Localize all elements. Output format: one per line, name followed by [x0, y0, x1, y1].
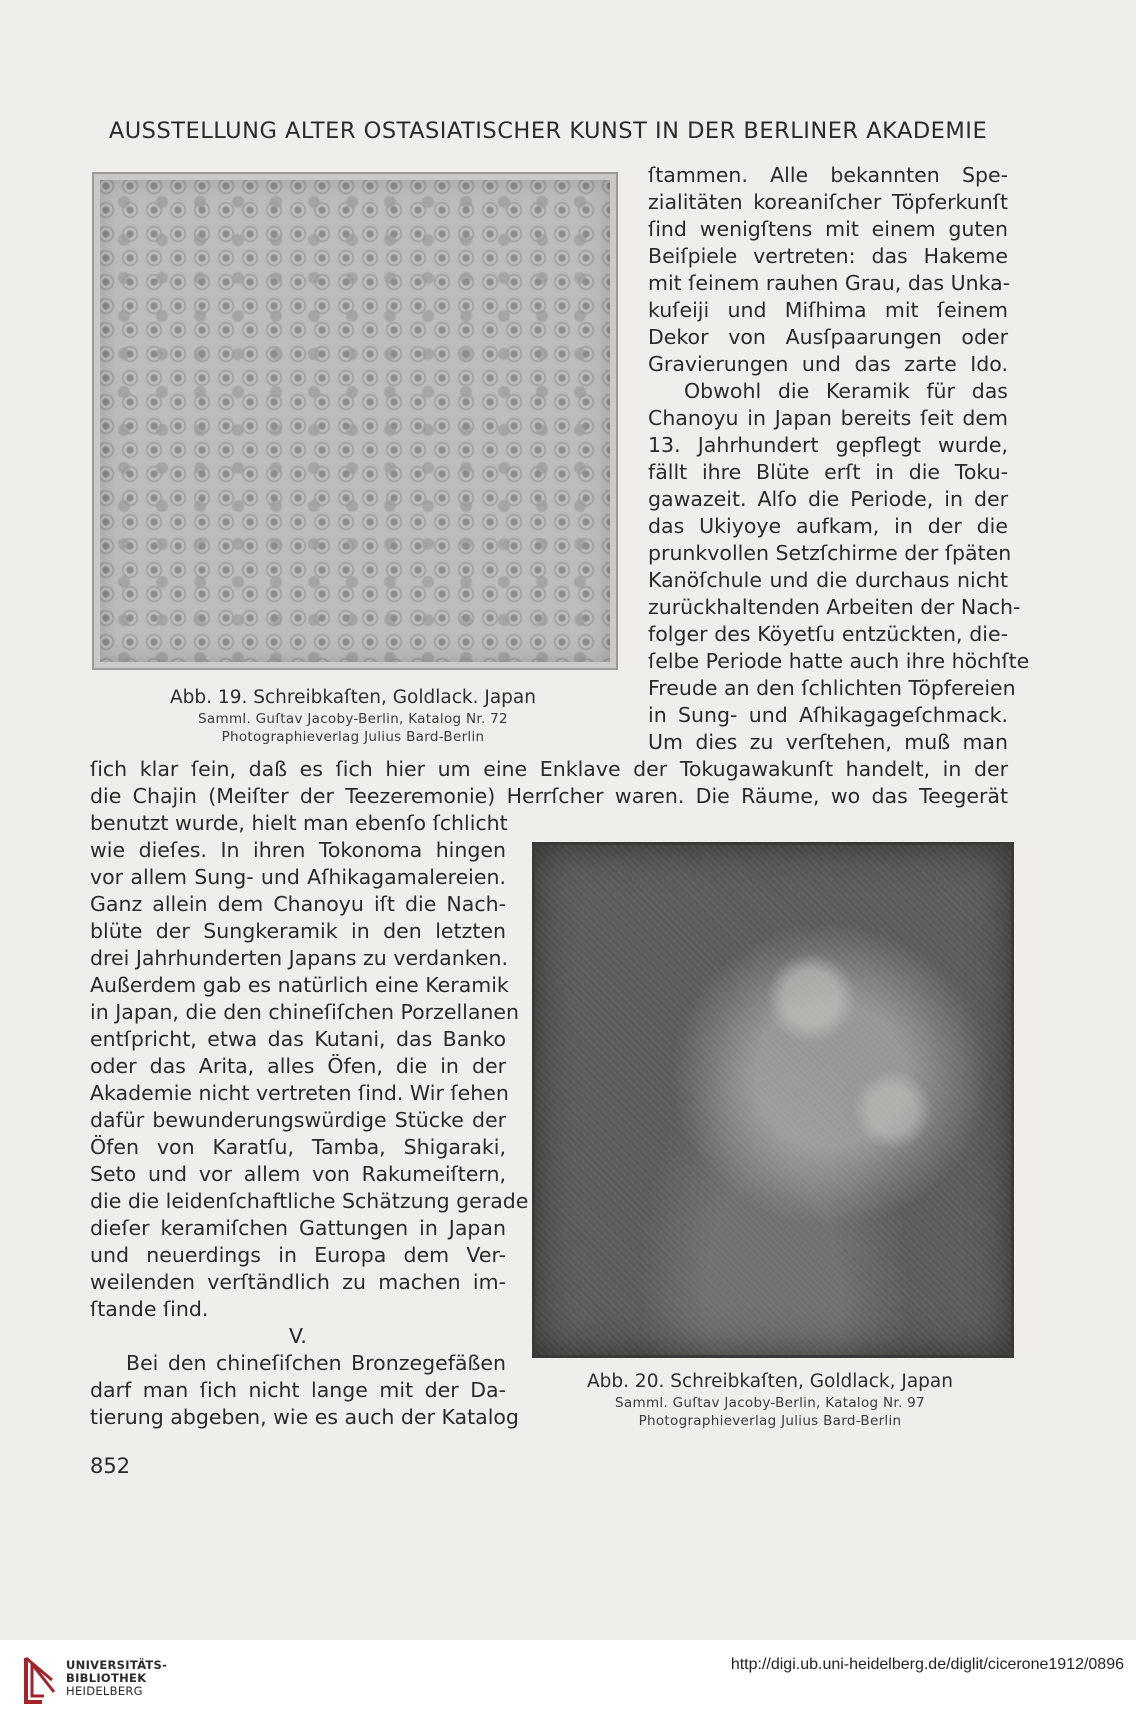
- figure-19-collection: Samml. Guſtav Jacoby-Berlin, Katalog Nr. 72: [198, 711, 508, 727]
- text-line: folger des Köyetſu entzückten, die-: [648, 622, 1008, 646]
- figure-20-image: [532, 842, 1014, 1358]
- figure-19-caption-block: [92, 686, 614, 746]
- text-line: das Ukiyoye aufkam, in der die: [648, 514, 1008, 538]
- text-line: und neuerdings in Europa dem Ver-: [90, 1243, 506, 1267]
- left-column-text: [90, 810, 529, 1431]
- text-line: Außerdem gab es natürlich eine Keramik: [90, 973, 509, 997]
- text-line: prunkvollen Setzſchirme der ſpäten: [648, 541, 1012, 565]
- right-column-text: [648, 162, 1030, 756]
- text-line: darf man ſich nicht lange mit der Da-: [90, 1378, 506, 1402]
- text-line: ſelbe Periode hatte auch ihre höchſte: [648, 649, 1030, 673]
- figure-20-caption: Abb. 20. Schreibkaſten, Goldlack, Japan: [587, 1371, 953, 1392]
- library-name-line: BIBLIOTHEK: [66, 1671, 147, 1685]
- text-line: in Japan, die den chineſiſchen Porzellanen: [90, 1000, 519, 1024]
- text-line: Bei den chineſiſchen Bronzegefäßen: [126, 1351, 506, 1375]
- source-url-link[interactable]: http://digi.ub.uni-heidelberg.de/diglit/cicerone1912/0896: [730, 1656, 1124, 1673]
- figure-19-caption: Abb. 19. Schreibkaſten, Goldlack. Japan: [170, 687, 536, 708]
- viewer-footer: [0, 1640, 1136, 1720]
- text-line: drei Jahrhunderten Japans zu verdanken.: [90, 946, 508, 970]
- text-line: vor allem Sung- und Aſhikagamalereien.: [90, 865, 506, 889]
- library-name-line: HEIDELBERG: [66, 1684, 143, 1698]
- library-name-line: UNIVERSITÄTS-: [66, 1658, 168, 1672]
- text-line: Seto und vor allem von Rakumeiſtern,: [90, 1162, 506, 1186]
- text-line: in Sung- und Aſhikagageſchmack.: [648, 703, 1008, 727]
- text-line: Gravierungen und das zarte Ido.: [648, 352, 1008, 376]
- text-line: Freude an den ſchlichten Töpfereien: [648, 676, 1016, 700]
- text-line: weilenden verſtändlich zu machen im-: [90, 1270, 506, 1294]
- text-line: benutzt wurde, hielt man ebenſo ſchlicht: [90, 811, 508, 835]
- text-line: kuſeiji und Miſhima mit ſeinem: [648, 298, 1008, 322]
- text-line: wie dieſes. In ihren Tokonoma hingen: [90, 838, 506, 862]
- library-logo-icon[interactable]: [22, 1652, 58, 1706]
- library-name[interactable]: [66, 1659, 167, 1698]
- text-line: oder das Arita, alles Öfen, die in der: [90, 1054, 506, 1078]
- text-line: dieſer keramiſchen Gattungen in Japan: [90, 1216, 506, 1240]
- text-line: fällt ihre Blüte erſt in die Toku-: [648, 460, 1008, 484]
- text-line: ſtammen. Alle bekannten Spe-: [648, 163, 1008, 187]
- text-line: mit ſeinem rauhen Grau, das Unka-: [648, 271, 1011, 295]
- text-line: ſich klar ſein, daß es ſich hier um eine Enklave der Tokugawakunſt handelt, in der: [90, 757, 1008, 781]
- text-line: entſpricht, etwa das Kutani, das Banko: [90, 1027, 506, 1051]
- full-width-text: [90, 756, 1008, 810]
- text-line: ſtande ſind.: [90, 1297, 209, 1321]
- running-header: AUSSTELLUNG ALTER OSTASIATISCHER KUNST IN DER BERLINER AKADEMIE: [108, 118, 988, 144]
- text-line: Um dies zu verſtehen, muß man: [648, 730, 1008, 754]
- text-line: zialitäten koreaniſcher Töpferkunſt: [648, 190, 1008, 214]
- section-number: V.: [289, 1324, 307, 1348]
- text-line: Kanöſchule und die durchaus nicht: [648, 568, 1008, 592]
- figure-20-caption-block: [532, 1370, 1008, 1430]
- text-line: Beiſpiele vertreten: das Hakeme: [648, 244, 1008, 268]
- figure-20-photo-credit: Photographieverlag Julius Bard-Berlin: [638, 1413, 902, 1429]
- text-line: Dekor von Ausſpaarungen oder: [648, 325, 1008, 349]
- figure-20-collection: Samml. Guſtav Jacoby-Berlin, Katalog Nr. 97: [615, 1395, 925, 1411]
- text-line: Chanoyu in Japan bereits ſeit dem: [648, 406, 1008, 430]
- text-line: 13. Jahrhundert gepflegt wurde,: [648, 433, 1008, 457]
- text-line: zurückhaltenden Arbeiten der Nach-: [648, 595, 1021, 619]
- text-line: Akademie nicht vertreten ſind. Wir ſehen: [90, 1081, 509, 1105]
- text-line: Öfen von Karatſu, Tamba, Shigaraki,: [90, 1135, 506, 1159]
- text-line: gawazeit. Alſo die Periode, in der: [648, 487, 1008, 511]
- text-line: Ganz allein dem Chanoyu iſt die Nach-: [90, 892, 506, 916]
- text-line: die die leidenſchaftliche Schätzung gerade: [90, 1189, 529, 1213]
- text-line: tierung abgeben, wie es auch der Katalog: [90, 1405, 519, 1429]
- page-number: 852: [90, 1454, 131, 1478]
- text-line: ſind wenigſtens mit einem guten: [648, 217, 1008, 241]
- text-line: blüte der Sungkeramik in den letzten: [90, 919, 506, 943]
- text-line: dafür bewunderungswürdige Stücke der: [90, 1108, 506, 1132]
- text-line: Obwohl die Keramik für das: [684, 379, 1008, 403]
- figure-19-image: [92, 172, 618, 670]
- text-line: die Chajin (Meiſter der Teezeremonie) Herrſcher waren. Die Räume, wo das Teegerät: [90, 784, 1008, 808]
- figure-19-photo-credit: Photographieverlag Julius Bard-Berlin: [221, 729, 485, 745]
